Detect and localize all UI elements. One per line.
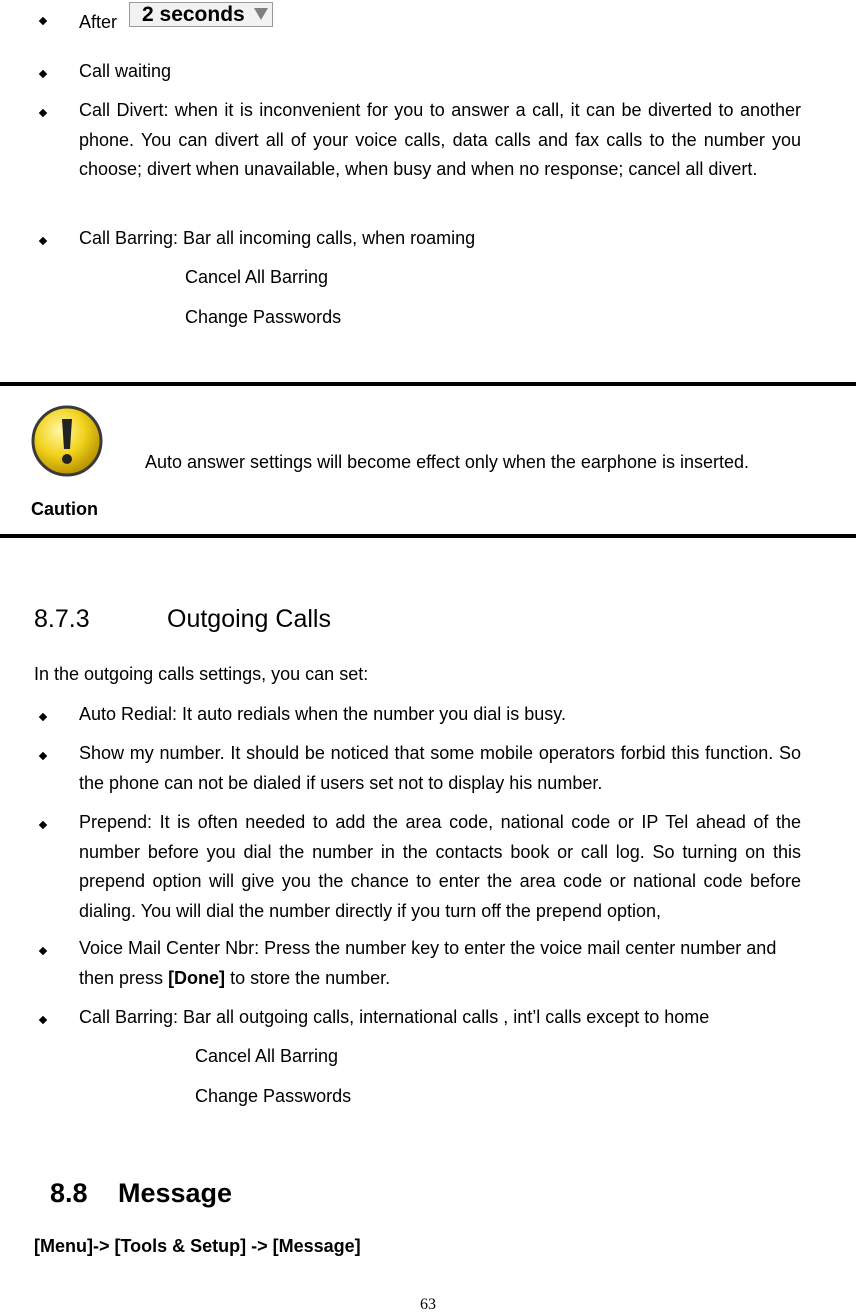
bullet-icon [39,1016,47,1024]
sub-option: Change Passwords [185,307,342,327]
bullet-icon [39,237,47,245]
bullet-icon [39,947,47,955]
auto-answer-delay-dropdown[interactable] [129,2,273,27]
list-item: Prepend: It is often needed to add the area code, national code or IP Tel ahead of the number before you dial the number in the contacts book or call log. So turning on this prepend option will give you the chance to enter the area code or national code before dialing. You will dial the number directly if you turn off the prepend option, [79,812,801,921]
bullet-icon [39,70,47,78]
section-title: Message [118,1178,233,1208]
caution-label: Caution [31,499,98,519]
list-item: Call Barring: Bar all incoming calls, when roaming [79,228,476,248]
list-item: Auto Redial: It auto redials when the number you dial is busy. [79,704,566,724]
sub-option: Change Passwords [195,1086,352,1106]
bullet-icon [39,713,47,721]
bullet-icon [39,821,47,829]
after-label: After [79,12,118,32]
divider [0,382,856,386]
bullet-icon [39,752,47,760]
section-title: Outgoing Calls [167,605,331,633]
dropdown-value: 2 seconds [142,3,245,26]
page-number: 63 [420,1296,436,1313]
section-number: 8.7.3 [34,605,90,633]
intro-text: In the outgoing calls settings, you can set: [34,664,369,684]
voicemail-text: Voice Mail Center Nbr: Press the number key to enter the voice mail center number and then press [79,938,777,988]
sub-option: Cancel All Barring [195,1046,339,1066]
caution-text: Auto answer settings will become effect only when the earphone is inserted. [145,452,750,472]
divider [0,534,856,538]
bullet-icon [39,17,47,25]
caution-icon [31,405,103,477]
list-item: Show my number. It should be noticed that some mobile operators forbid this function. So the phone can not be dialed if users set not to display his number. [79,743,801,793]
list-item: Call Divert: when it is inconvenient for you to answer a call, it can be diverted to another phone. You can divert all of your voice calls, data calls and fax calls to the number you choose; divert when unavailable, when busy and when no response; cancel all divert. [79,100,801,179]
list-item: Call Barring: Bar all outgoing calls, international calls , int’l calls except to home [79,1007,710,1027]
menu-path: [Menu]-> [Tools & Setup] -> [Message] [34,1236,361,1256]
sub-option: Cancel All Barring [185,267,329,287]
list-item: Call waiting [79,61,172,81]
bullet-icon [39,109,47,117]
chevron-down-icon [254,8,268,20]
done-key: [Done] [168,967,226,988]
list-item [79,934,801,993]
voicemail-text-end: to store the number. [225,967,391,988]
section-number: 8.8 [50,1178,88,1208]
